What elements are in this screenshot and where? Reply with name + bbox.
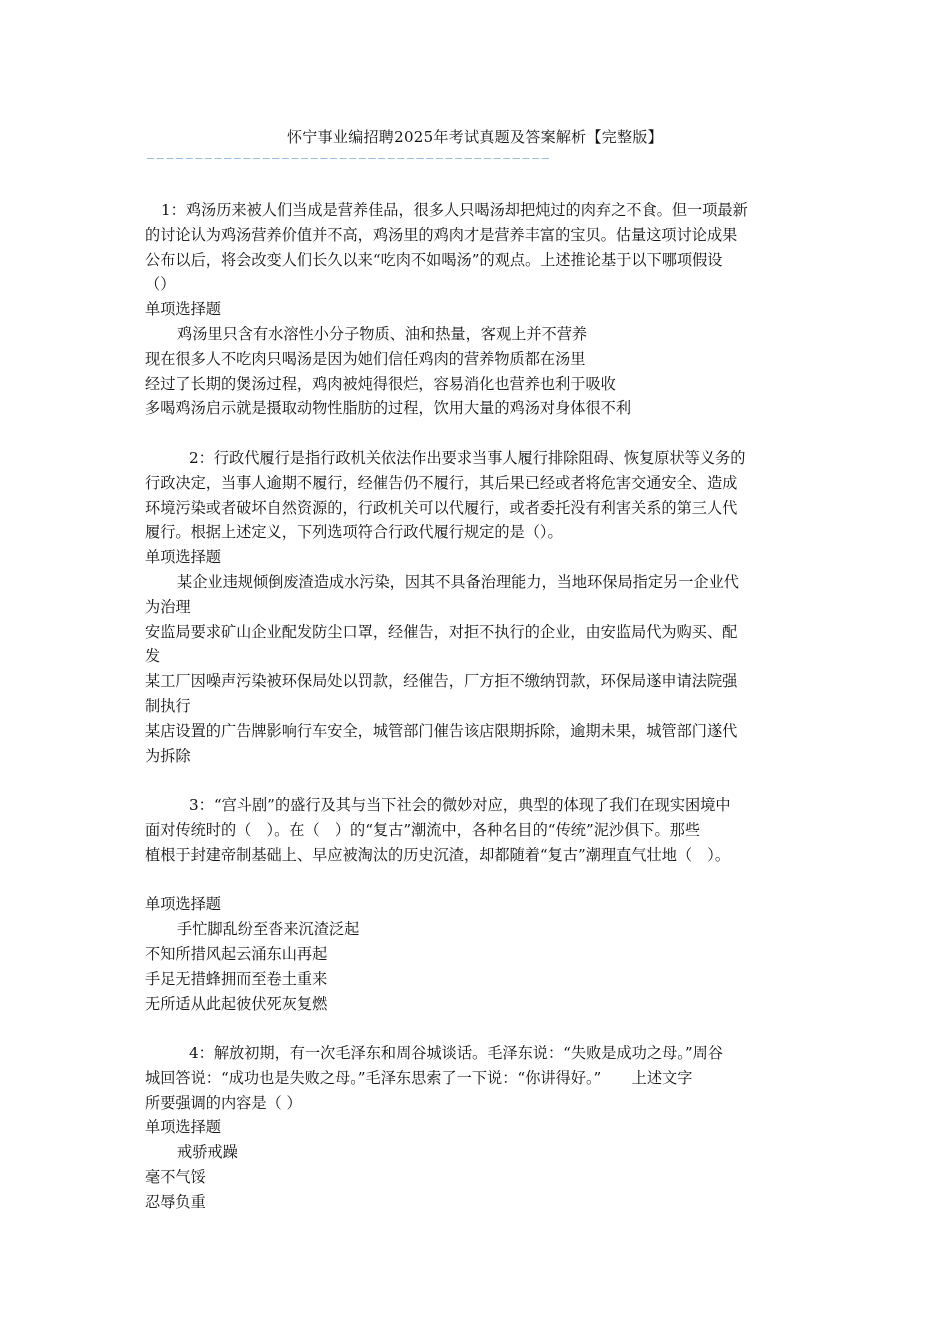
- option-d[interactable]: 某店设置的广告牌影响行车安全，城管部门催告该店限期拆除，逾期未果，城管部门遂代: [145, 721, 738, 740]
- option-a[interactable]: 某企业违规倾倒废渣造成水污染，因其不具备治理能力，当地环保局指定另一企业代: [177, 572, 739, 591]
- question-3: [145, 793, 815, 1016]
- option-b[interactable]: 毫不气馁: [145, 1168, 206, 1187]
- stem-line: 公布以后，将会改变人们长久以来“吃肉不如喝汤”的观点。上述推论基于以下哪项假设: [145, 250, 723, 269]
- question-1: [145, 198, 815, 421]
- option-c[interactable]: 某工厂因噪声污染被环保局处以罚款，经催告，厂方拒不缴纳罚款，环保局遂申请法院强: [145, 672, 738, 691]
- option-b[interactable]: 不知所措风起云涌东山再起: [145, 944, 328, 963]
- option-c-cont[interactable]: 制执行: [145, 696, 191, 715]
- question-stem: [145, 446, 815, 545]
- question-stem: [145, 793, 815, 867]
- stem-line: 植根于封建帝制基础上、早应被淘汰的历史沉渣，却都随着“复古”潮理直气壮地（ ）。: [145, 845, 731, 864]
- stem-line: 2：行政代履行是指行政机关依法作出要求当事人履行排除阻碍、恢复原状等义务的: [189, 448, 746, 467]
- stem-line: 4：解放初期，有一次毛泽东和周谷城谈话。毛泽东说：“失败是成功之母。”周谷: [189, 1044, 723, 1063]
- question-type: 单项选择题: [145, 895, 221, 914]
- title-divider: ——————————————————————————————————————————: [147, 152, 552, 164]
- stem-line: 3：“宫斗剧”的盛行及其与当下社会的微妙对应，典型的体现了我们在现实困境中: [189, 796, 731, 815]
- option-d-cont[interactable]: 为拆除: [145, 746, 191, 765]
- question-type: 单项选择题: [145, 548, 221, 567]
- question-type: 单项选择题: [145, 300, 221, 319]
- option-b[interactable]: 现在很多人不吃肉只喝汤是因为她们信任鸡肉的营养物质都在汤里: [145, 349, 586, 368]
- stem-line: 面对传统时的（ ）。在（ ）的“复古”潮流中，各种名目的“传统”泥沙俱下。那些: [145, 820, 701, 839]
- question-stem: [145, 198, 815, 297]
- option-b[interactable]: 安监局要求矿山企业配发防尘口罩，经催告，对拒不执行的企业，由安监局代为购买、配: [145, 622, 738, 641]
- document-title: 怀宁事业编招聘2025年考试真题及答案解析【完整版】: [287, 128, 663, 146]
- option-c[interactable]: 经过了长期的煲汤过程，鸡肉被炖得很烂，容易消化也营养也利于吸收: [145, 374, 616, 393]
- spacer: [145, 868, 815, 893]
- option-a[interactable]: 戒骄戒躁: [177, 1143, 238, 1162]
- stem-line: 履行。根据上述定义，下列选项符合行政代履行规定的是（）。: [145, 523, 563, 542]
- option-a[interactable]: 手忙脚乱纷至沓来沉渣泛起: [177, 920, 360, 939]
- stem-line: 的讨论认为鸡汤营养价值并不高，鸡汤里的鸡肉才是营养丰富的宝贝。估量这项讨论成果: [145, 225, 738, 244]
- question-type: 单项选择题: [145, 1118, 221, 1137]
- stem-line: 1：鸡汤历来被人们当成是营养佳品，很多人只喝汤却把炖过的肉弃之不食。但一项最新: [161, 201, 748, 219]
- option-c[interactable]: 忍辱负重: [145, 1192, 206, 1211]
- option-b-cont[interactable]: 发: [145, 647, 161, 666]
- option-a[interactable]: 鸡汤里只含有水溶性小分子物质、油和热量，客观上并不营养: [177, 324, 588, 343]
- question-2: [145, 446, 815, 768]
- stem-line: 行政决定，当事人逾期不履行，经催告仍不履行，其后果已经或者将危害交通安全、造成: [145, 473, 738, 492]
- stem-line: （）: [145, 275, 176, 294]
- question-4: [145, 1041, 815, 1215]
- question-list: [145, 198, 815, 1239]
- stem-line: 城回答说：“成功也是失败之母。”毛泽东思索了一下说：“你讲得好。” 上述文字: [145, 1068, 693, 1087]
- option-c[interactable]: 手足无措蜂拥而至卷土重来: [145, 969, 328, 988]
- option-d[interactable]: 无所适从此起彼伏死灰复燃: [145, 994, 328, 1013]
- question-stem: [145, 1041, 815, 1115]
- option-a-cont[interactable]: 为治理: [145, 597, 191, 616]
- stem-line: 所要强调的内容是（ ）: [145, 1093, 302, 1112]
- option-d[interactable]: 多喝鸡汤启示就是摄取动物性脂肪的过程，饮用大量的鸡汤对身体很不利: [145, 399, 631, 418]
- stem-line: 环境污染或者破坏自然资源的，行政机关可以代履行，或者委托没有利害关系的第三人代: [145, 498, 738, 517]
